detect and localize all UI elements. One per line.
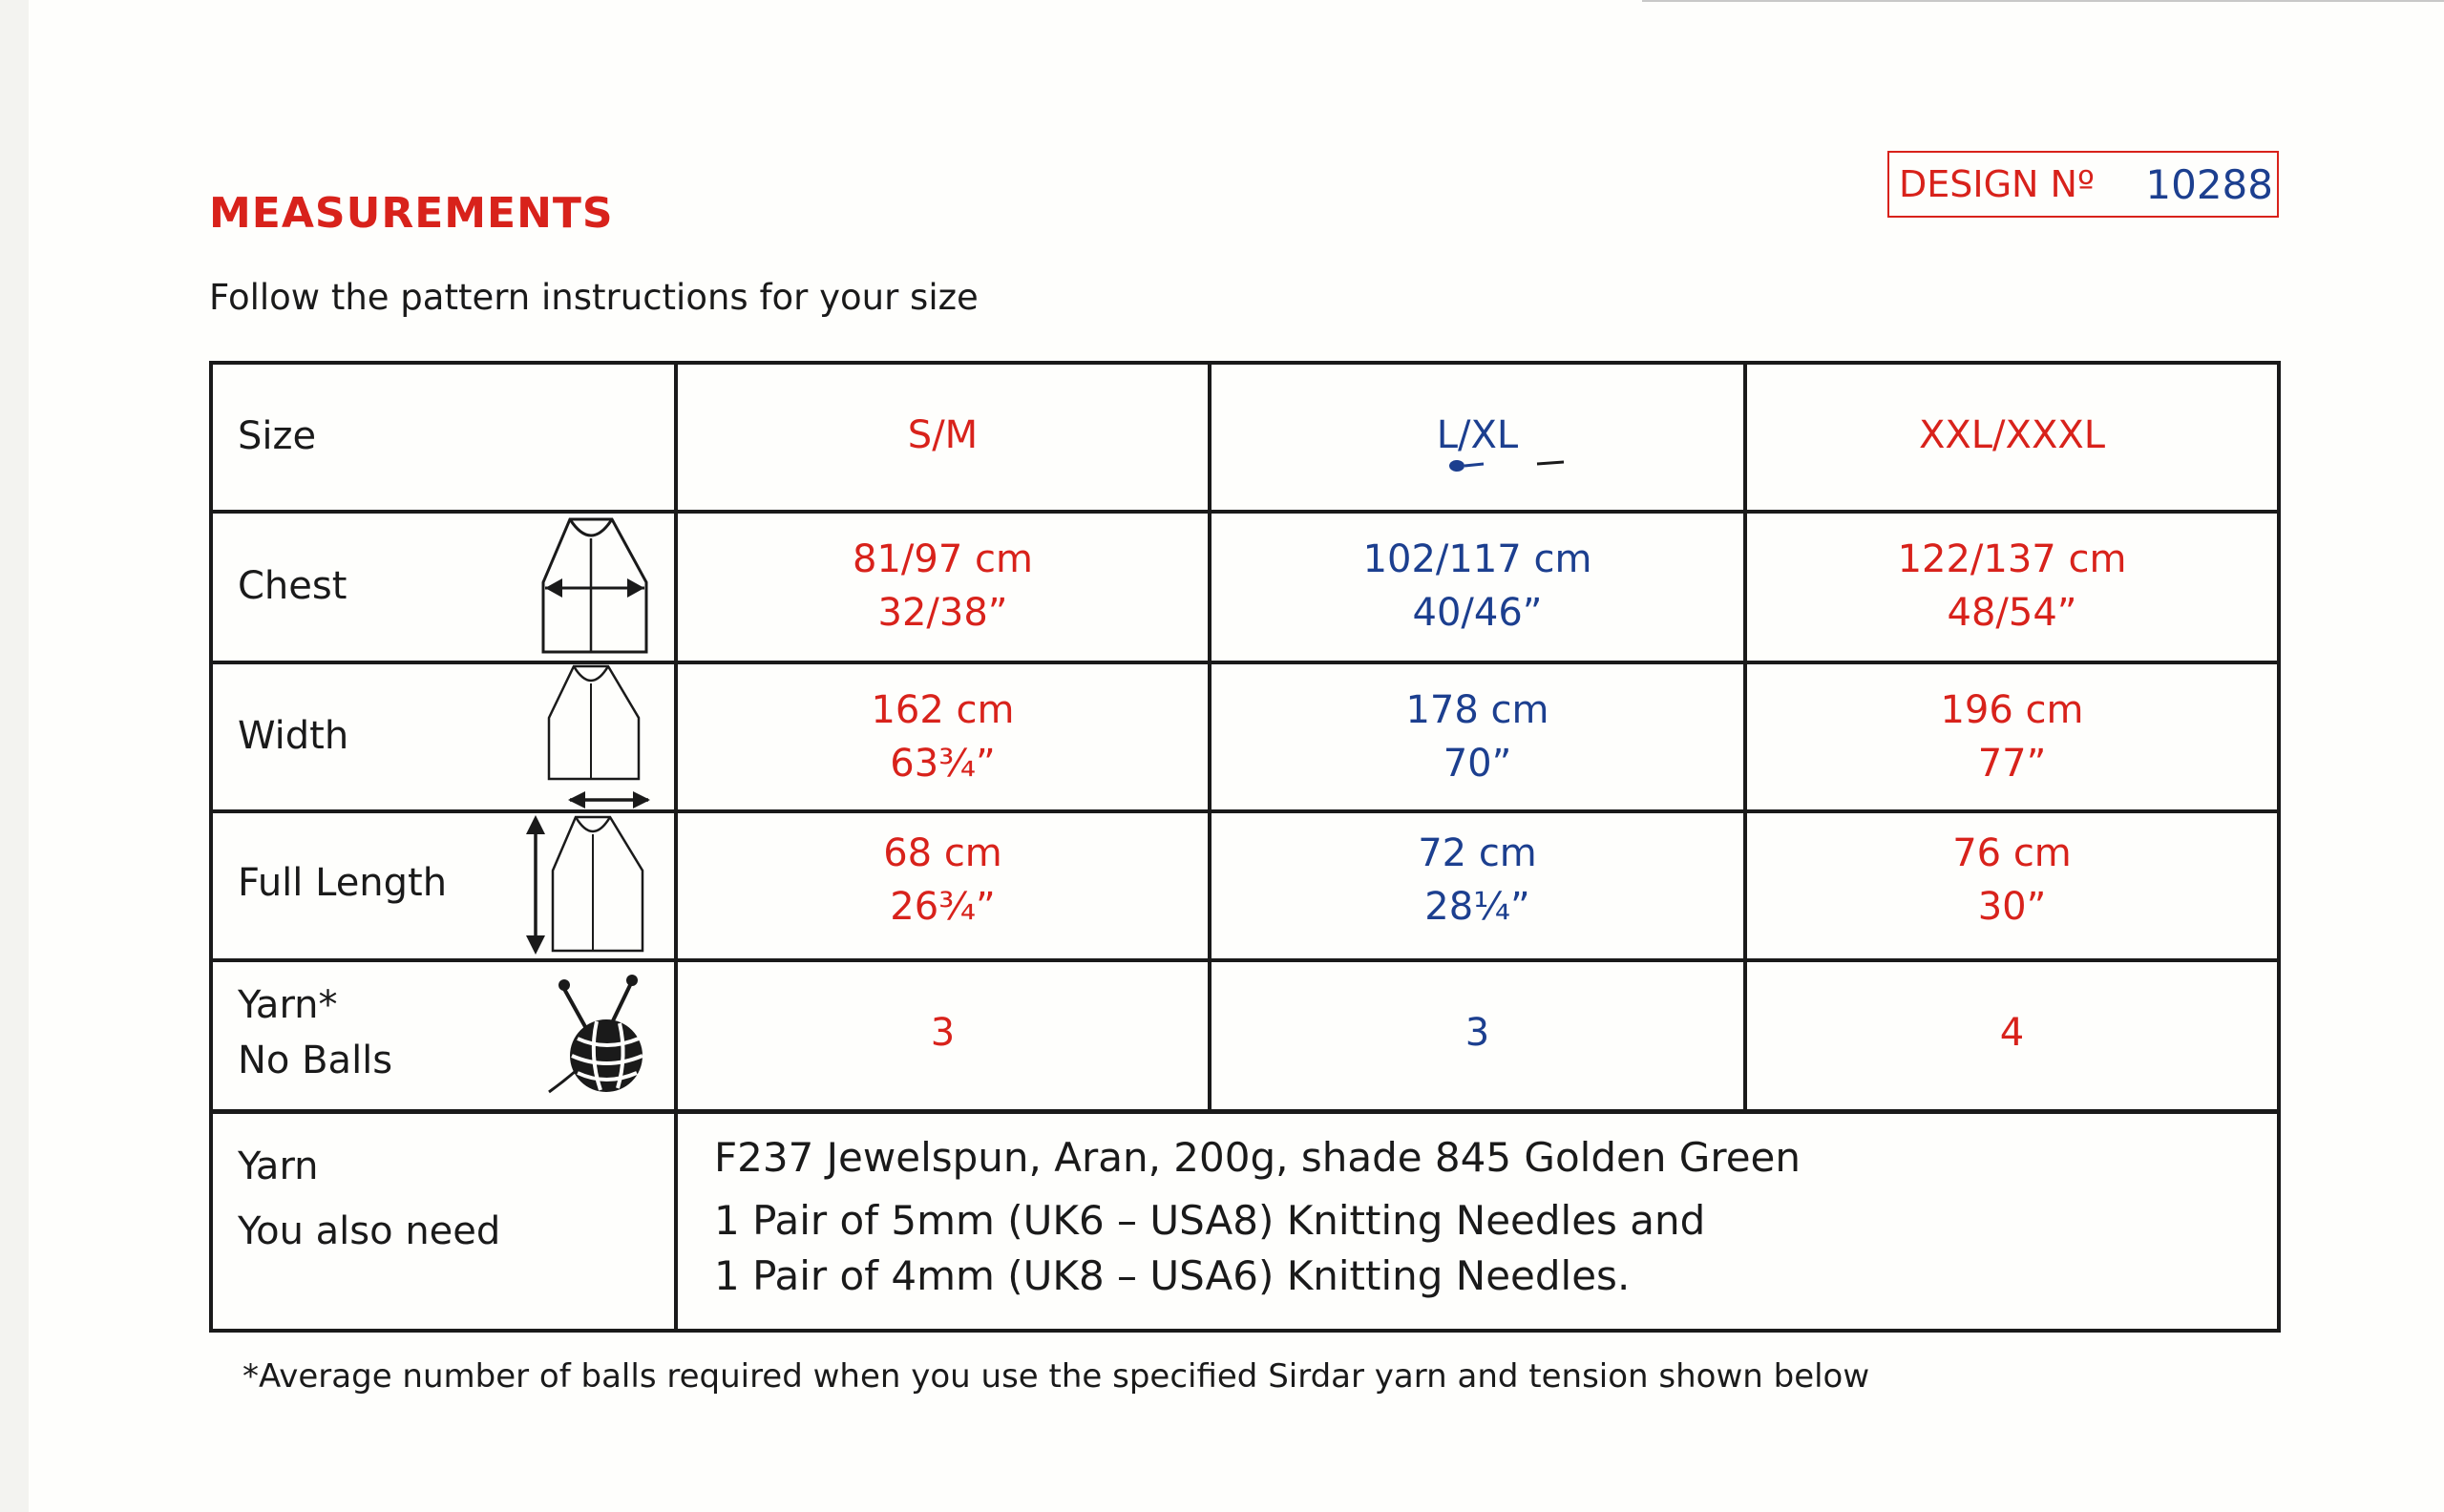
design-number: 10288: [2145, 160, 2273, 208]
width-value-sm: 162 cm 63¾”: [871, 688, 1015, 786]
garment-length-icon: [515, 811, 658, 958]
row-label-full-length: Full Length: [238, 861, 448, 905]
width-value-lxl: 178 cm 70”: [1405, 688, 1549, 786]
pen-mark-icon: [1403, 441, 1575, 489]
measurements-table: [209, 361, 2281, 1333]
garment-chest-icon: [532, 514, 656, 659]
balls-value-lxl: 3: [1464, 1011, 1490, 1055]
balls-value-xxl: 4: [1999, 1011, 2025, 1055]
garment-width-icon: [532, 662, 656, 811]
page-top-rule: [1642, 0, 2444, 2]
length-value-sm: 68 cm 26¾”: [883, 831, 1002, 929]
size-label: Size: [238, 414, 317, 458]
row-label-yarn-balls: Yarn* No Balls: [238, 983, 393, 1082]
row-label-chest: Chest: [238, 564, 348, 608]
page-title: MEASUREMENTS: [209, 189, 614, 238]
size-header-lxl: L/XL: [1436, 413, 1519, 457]
row-divider: [213, 661, 2277, 664]
balls-value-sm: 3: [930, 1011, 956, 1055]
row-divider: [213, 1109, 2277, 1114]
length-value-xxl: 76 cm 30”: [1952, 831, 2072, 929]
page-edge: [0, 0, 29, 1512]
page-subtitle: Follow the pattern instructions for your size: [209, 277, 979, 318]
yarn-description: F237 Jewelspun, Aran, 200g, shade 845 Golden Green: [714, 1134, 1801, 1181]
chest-value-lxl: 102/117 cm 40/46”: [1362, 537, 1592, 635]
needles-line-2: 1 Pair of 4mm (UK8 – USA6) Knitting Needles.: [714, 1252, 1631, 1299]
chest-value-xxl: 122/137 cm 48/54”: [1897, 537, 2127, 635]
size-header-sm: S/M: [907, 413, 979, 457]
width-value-xxl: 196 cm 77”: [1940, 688, 2084, 786]
yarn-ball-icon: [543, 972, 648, 1096]
row-label-width: Width: [238, 714, 349, 758]
design-number-box: [1887, 151, 2279, 218]
footnote: *Average number of balls required when you use the specified Sirdar yarn and tension shown below: [242, 1357, 1870, 1396]
size-header-xxl: XXL/XXXL: [1918, 413, 2106, 457]
needles-line-1: 1 Pair of 5mm (UK6 – USA8) Knitting Needles and: [714, 1197, 1706, 1244]
design-label: DESIGN Nº: [1899, 163, 2095, 205]
row-divider: [213, 510, 2277, 514]
row-divider: [213, 958, 2277, 962]
length-value-lxl: 72 cm 28¼”: [1418, 831, 1537, 929]
row-label-needs: Yarn You also need: [238, 1144, 501, 1253]
chest-value-sm: 81/97 cm 32/38”: [853, 537, 1033, 635]
